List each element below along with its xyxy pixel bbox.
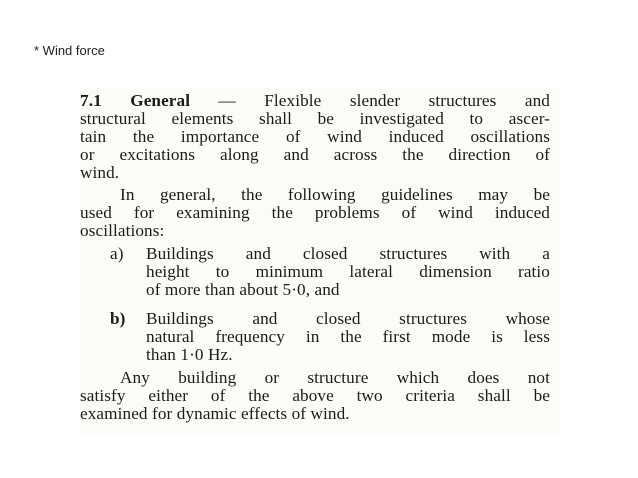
slide-title: * Wind force <box>34 43 105 58</box>
para2-line-2: used for examining the problems of wind induced <box>80 203 550 222</box>
item-a-line-1: Buildings and closed structures with a <box>146 244 550 263</box>
clause-line-3: tain the importance of wind induced oscillations <box>80 127 550 146</box>
item-b-line-2: natural frequency in the first mode is less <box>146 327 550 346</box>
clause-heading: 7.1 General <box>80 91 191 110</box>
para3-line-3: examined for dynamic effects of wind. <box>80 404 350 423</box>
clause-line-5: wind. <box>80 163 120 182</box>
para3-line-1: Any building or structure which does not <box>120 368 550 387</box>
clause-line-2: structural elements shall be investigated to ascer- <box>80 109 550 128</box>
clause-line-4: or excitations along and across the direction of <box>80 145 550 164</box>
clause-line-1 <box>80 92 550 110</box>
clause-heading-tail: — Flexible slender structures and <box>190 91 550 110</box>
para2-line-3: oscillations: <box>80 221 165 240</box>
item-a-marker: a) <box>110 244 124 263</box>
para3-line-2: satisfy either of the above two criteria shall be <box>80 386 550 405</box>
scanned-code-excerpt <box>80 88 560 433</box>
item-a-line-2: height to minimum lateral dimension ratio <box>146 262 550 281</box>
item-b-line-1: Buildings and closed structures whose <box>146 309 550 328</box>
item-a-line-3: of more than about 5·0, and <box>146 280 340 299</box>
item-b-marker: b) <box>110 309 126 328</box>
para2-line-1: In general, the following guidelines may be <box>120 185 550 204</box>
item-b-line-3: than 1·0 Hz. <box>146 345 233 364</box>
